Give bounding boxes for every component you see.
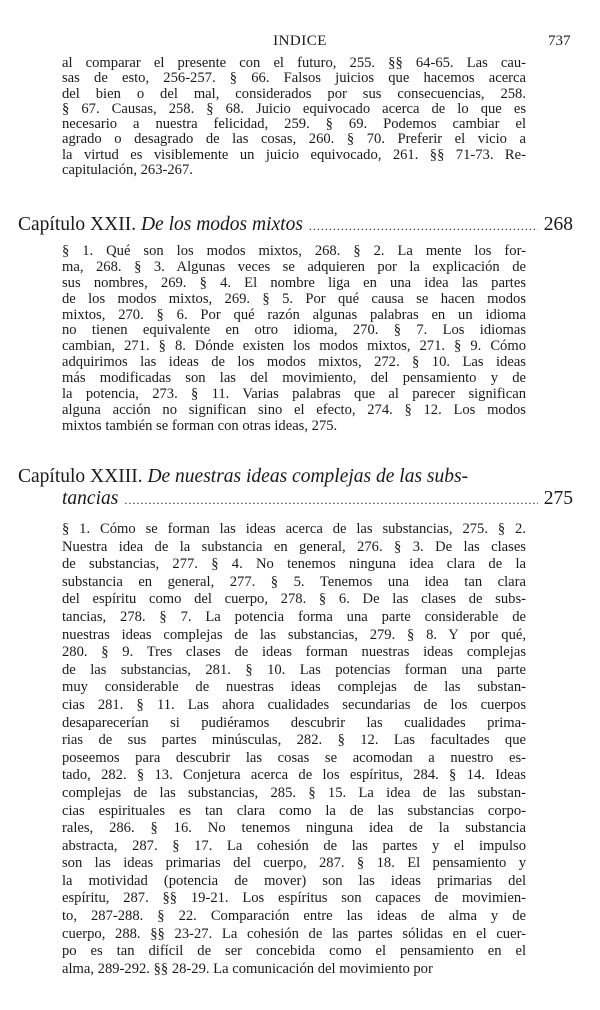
text-line: no tienen equivalente en otro idioma, 270. § 7. Los idiomas [62,322,526,339]
text-line: agrado o desagrado de las cosas, 260. § 70. Preferir el vicio a [62,131,526,148]
text-line: 280. § 9. Tres clases de ideas forman nuestras ideas complejas [62,644,526,661]
text-line: cias espirituales es tan clara como la de las substancias corpo- [62,802,526,819]
text-line: § 1. Qué son los modos mixtos, 268. § 2. La mente los for- [62,243,526,259]
text-line: muy considerable de nuestras ideas complejas de las substan- [62,679,526,696]
text-line: cias 281. § 11. Las ahora cualidades secundarias de los cuerpos [62,696,526,713]
chapter-22-summary [62,244,526,435]
text-line: mixtos también se forman con otras ideas, 275. [62,417,338,434]
dot-leader [309,215,538,237]
text-line: desaparecerían si pudiéramos descubrir las cualidades prima- [62,714,526,731]
page-number: 737 [548,33,571,49]
chapter-title-line-2: tancias [62,488,119,509]
toc-entry-chapter-23 [18,466,573,511]
text-line: al comparar el presente con el futuro, 255. §§ 64-65. Las cau- [62,55,526,71]
text-line: alma, 289-292. §§ 28-29. La comunicación del movimiento por [62,960,433,977]
text-line: complejas de las substancias, 285. § 15. La idea de las substan- [62,784,526,801]
text-line: Nuestra idea de la substancia en general, 276. § 3. De las clases [62,538,526,555]
text-line: son las ideas primarias del cuerpo, 287. § 18. El pensamiento y [62,855,526,872]
text-line: capitulación, 263-267. [62,162,193,179]
text-line: alguna acción no significan sino el efecto, 274. § 12. Los modos [62,401,526,418]
text-line: tancias, 278. § 7. La potencia forma una parte considerable de [62,608,526,625]
text-line: la virtud es visiblemente un juicio equivocado, 261. §§ 71-73. Re- [62,146,526,163]
chapter-21-summary-continued [62,56,526,178]
text-line: de los modos mixtos, 269. § 5. Por qué causa se hacen modos [62,290,526,307]
text-line: ma, 268. § 3. Algunas veces se adquieren por la explicación de [62,258,526,275]
text-line: to, 287-288. § 22. Comparación entre las ideas de alma y de [62,908,526,925]
text-line: poseemos para descubrir las cosas se acomodan a nuestro es- [62,749,526,766]
text-line: cuerpo, 288. §§ 23-27. La cohesión de las partes sólidas en el cuer- [62,925,526,942]
text-line: sas de esto, 256-257. § 66. Falsos juicios que hacemos acerca [62,70,526,87]
text-line: de las substancias, 281. § 10. Las potencias forman una parte [62,661,526,678]
text-line: rias de sus partes minúsculas, 282. § 12. Las facultades que [62,732,526,749]
chapter-title-line-1: De nuestras ideas complejas de las subs- [147,466,469,487]
text-line: del espíritu como del cuerpo, 278. § 6. De las clases de subs- [62,591,526,608]
text-line: mixtos, 270. § 6. Por qué razón algunas palabras en un idioma [62,306,526,323]
chapter-label: Capítulo XXIII. [18,466,143,487]
text-line: § 1. Cómo se forman las ideas acerca de las substancias, 275. § 2. [62,521,526,537]
chapter-page: 275 [543,488,573,509]
chapter-label: Capítulo XXII. [18,214,137,235]
text-line: la motividad (potencia de mover) son las ideas primarias del [62,872,526,889]
text-line: necesario a nuestra felicidad, 259. § 69. Podemos cambiar el [62,116,526,133]
text-line: cambian, 271. § 8. Dónde existen los modos mixtos, 271. § 9. Cómo [62,338,526,355]
chapter-23-summary [62,521,526,978]
text-line: la potencia, 273. § 11. Varias palabras que al parecer significan [62,386,526,403]
text-line: abstracta, 287. § 17. La cohesión de las partes y el impulso [62,837,526,854]
text-line: del bien o del mal, considerados por sus consecuencias, 258. [62,85,526,102]
dot-leader [124,489,537,511]
text-line: rales, 286. § 16. No tenemos ninguna idea de la substancia [62,820,526,837]
text-line: tado, 282. § 13. Conjetura acerca de los espíritus, 284. § 14. Ideas [62,767,526,784]
text-line: nuestras ideas complejas de las substancias, 279. § 8. Y por qué, [62,626,526,643]
text-line: más modificadas son las del movimiento, del pensamiento y de [62,370,526,387]
text-line: po es tan difícil de ser concebida como el pensamiento en el [62,943,526,960]
chapter-title: De los modos mixtos [140,214,303,235]
chapter-page: 268 [543,214,573,235]
text-line: substancia en general, 277. § 5. Tenemos una idea tan clara [62,573,526,590]
text-line: de substancias, 277. § 4. No tenemos ninguna idea clara de la [62,556,526,573]
running-header-title: INDICE [273,33,327,49]
text-line: espíritu, 287. §§ 19-21. Los espíritus son capaces de movimien- [62,890,526,907]
text-line: sus nombres, 269. § 4. El nombre liga en una idea las partes [62,274,526,291]
text-line: adquirimos las ideas de los modos mixtos, 272. § 10. Las ideas [62,354,526,371]
toc-entry-chapter-22 [18,214,573,237]
text-line: § 67. Causas, 258. § 68. Juicio equivocado acerca de lo que es [62,100,526,117]
